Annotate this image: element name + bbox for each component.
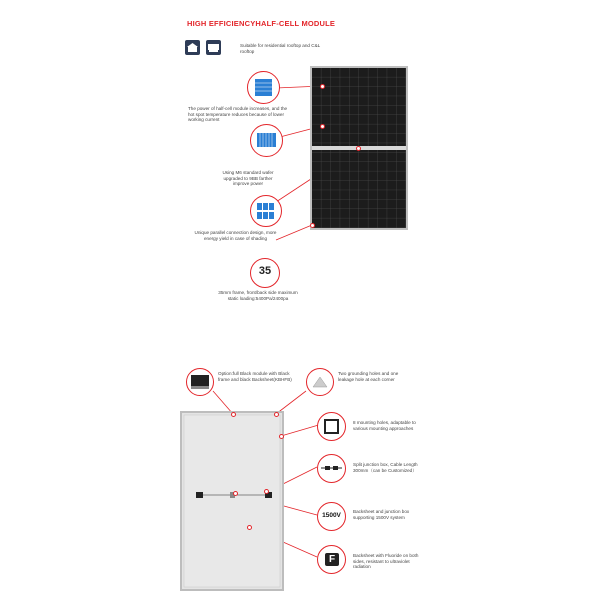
feature-text: Using M6 standard wafer upgraded to 9BB farther improve power <box>222 170 274 187</box>
callout-dot <box>231 412 236 417</box>
feature-text: Option:full Black module with Black frame and black Backsheet(KBHFB) <box>218 371 292 382</box>
rooftop-icon <box>185 40 200 55</box>
black-frame-icon <box>186 368 214 396</box>
feature-text: 8 mounting holes, adaptable to various mounting approaches <box>353 420 416 431</box>
frame-35-icon <box>250 258 280 288</box>
callout-dot <box>274 412 279 417</box>
callout-dot <box>233 491 238 496</box>
page-title: HIGH EFFICIENCYHALF-CELL MODULE <box>187 19 336 28</box>
corner-icon <box>306 368 334 396</box>
feature-text: 35mm frame, front/back side maximum static loading:5400Pa/2400pa <box>218 290 298 301</box>
solar-panel-back <box>180 411 284 591</box>
fluoride-label: F <box>325 553 339 566</box>
frame-35-label: 35 <box>258 265 272 277</box>
busbar-icon <box>250 124 283 157</box>
callout-dot <box>247 525 252 530</box>
feature-text: Backsheet with Fluoride on both sides, resistant to ultraviolet radiation <box>353 553 419 570</box>
feature-text: Split junction box, Cable Length 300mm（can be Customized） <box>353 462 418 473</box>
rooftop-icon <box>206 40 221 55</box>
callout-dot <box>320 84 325 89</box>
feature-text: Backsheet and junction box supporting 1500V system <box>353 509 410 520</box>
feature-text: The power of half-cell module increases, and the hot spot temperature reduces because of lower working current <box>188 106 288 123</box>
voltage-label: 1500V <box>322 512 341 519</box>
fluoride-icon <box>317 545 346 574</box>
feature-text: Suitable for residential rooftop and C&L rooftop <box>240 43 321 54</box>
callout-dot <box>310 223 315 228</box>
half-cell-icon <box>247 71 280 104</box>
callout-dot <box>264 489 269 494</box>
callout-dot <box>279 434 284 439</box>
feature-text: Unique parallel connection design, more energy yield in case of shading <box>194 230 277 241</box>
callout-dot <box>320 124 325 129</box>
parallel-connection-icon <box>250 195 282 227</box>
voltage-1500-icon <box>317 502 346 531</box>
feature-text: Two grounding holes and one leakage hole at each corner <box>338 371 399 382</box>
junction-box-icon <box>317 454 346 483</box>
mounting-holes-icon <box>317 412 346 441</box>
callout-dot <box>356 146 361 151</box>
